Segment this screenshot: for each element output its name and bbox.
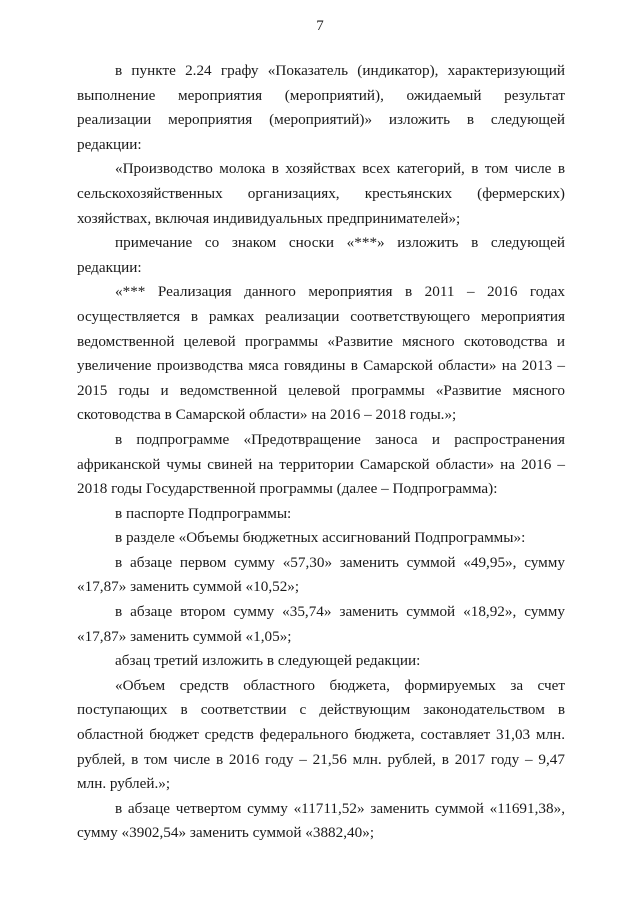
paragraph-subprogram: в подпрограмме «Предотвращение заноса и распространения африканской чумы свиней на территории Самарской области» на 2016 – 2018 годы Государственной программы (далее – Подпрограмма): — [77, 430, 565, 498]
paragraph-passport: в паспорте Подпрограммы: — [115, 504, 292, 522]
paragraph-milk-production: «Производство молока в хозяйствах всех категорий, в том числе в сельскохозяйственных организациях, крестьянских (фермерских) хозяйствах, включая индивидуальных предпринимателей»; — [77, 160, 565, 227]
paragraph-fourth-abzac: в абзаце четвертом сумму «11711,52» заменить суммой «11691,38», сумму «3902,54» заменить суммой «3882,40»; — [77, 799, 565, 842]
paragraph-footnote-note: примечание со знаком сноски «***» изложить в следующей редакции: — [77, 234, 565, 276]
paragraph-third-abzac-text: «Объем средств областного бюджета, формируемых за счет поступающих в соответствии с действующим законодательством в областной бюджет средств федерального бюджета, составляет 31,03 млн. рублей, в том числе в 2016 году – 21,56 млн. рублей, в 2017 году – 9,47 млн. рублей.»; — [77, 676, 565, 793]
paragraph-footnote-text: «*** Реализация данного мероприятия в 2011 – 2016 годах осуществляется в рамках реализации соответствующего мероприятия ведомственной целевой программы «Развитие мясного скотоводства и увеличение производства мяса говядины в Самарской области» на 2013 – 2015 годы и ведомственной целевой программы «Развитие мясного скотоводства в Самарской области» на 2016 – 2018 годы.»; — [77, 283, 565, 424]
document-body — [77, 59, 565, 846]
page-number: 7 — [316, 18, 324, 34]
paragraph-section-budget: в разделе «Объемы бюджетных ассигнований Подпрограммы»: — [115, 529, 526, 547]
paragraph-second-abzac: в абзаце втором сумму «35,74» заменить суммой «18,92», сумму «17,87» заменить суммой «1,05»; — [77, 603, 565, 645]
paragraph-graph-indicator: в пункте 2.24 графу «Показатель (индикатор), характеризующий выполнение мероприятия (мероприятий), ожидаемый результат реализации мероприятия (мероприятий)» изложить в следующей редакции: — [77, 62, 565, 153]
paragraph-first-abzac: в абзаце первом сумму «57,30» заменить суммой «49,95», сумму «17,87» заменить суммой «10,52»; — [77, 553, 565, 596]
paragraph-third-abzac-intro: абзац третий изложить в следующей редакции: — [115, 652, 421, 670]
